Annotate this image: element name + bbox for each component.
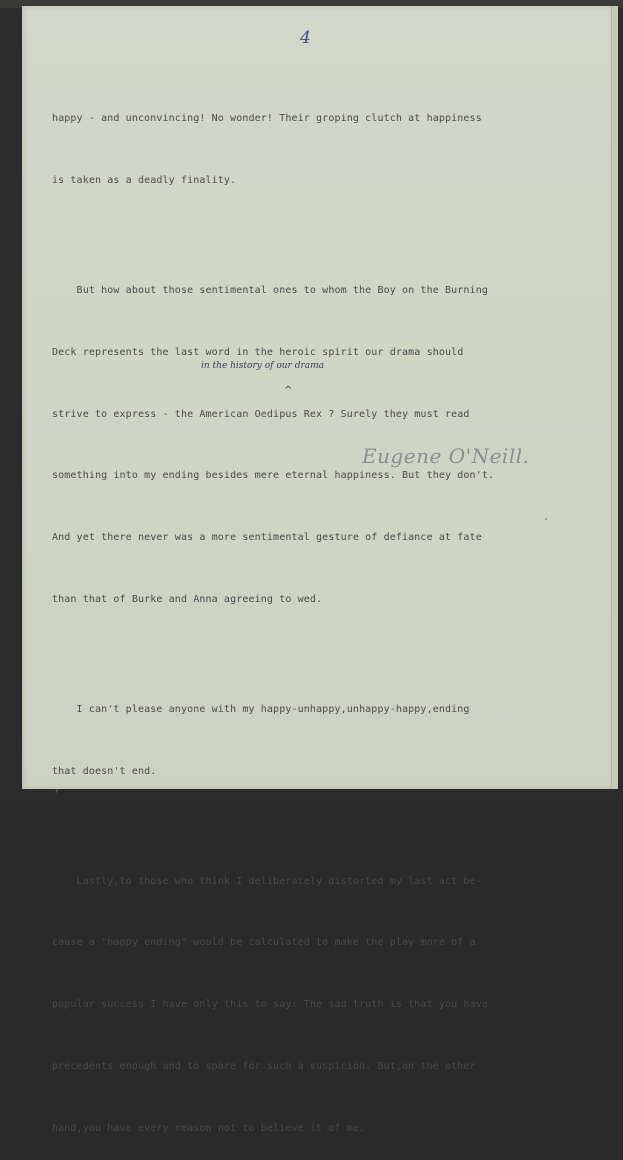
signature: Eugene O'Neill. xyxy=(362,444,530,468)
body-line: strive to express - the American Oedipus Rex ? Surely they must read xyxy=(52,408,470,420)
page-number: 4 xyxy=(300,28,311,48)
body-line: something into my ending besides mere eternal happiness. But they don't. xyxy=(52,470,495,482)
body-line: that doesn't end. xyxy=(52,765,157,777)
corner-mark: ˀ xyxy=(55,788,58,797)
body-line: popular success I have only this to say: The sad truth is that you have xyxy=(52,999,488,1011)
body-line: precedents enough and to spare for such a suspicion. But,on the other xyxy=(52,1060,476,1072)
paper-speck xyxy=(545,518,547,520)
body-line: I can't please anyone with my happy-unhappy,unhappy-happy,ending xyxy=(52,703,470,715)
paragraph-gap xyxy=(52,823,572,830)
handwritten-insertion: in the history of our drama xyxy=(201,361,325,371)
body-line: Deck represents the last word in the heroic spirit our drama should xyxy=(52,346,464,358)
paragraph-gap xyxy=(52,652,572,659)
insertion-caret: ^ xyxy=(284,385,293,396)
body-line: hand,you have every reason not to believe it of me. xyxy=(52,1122,366,1134)
page-edge xyxy=(611,6,618,789)
body-line: cause a "happy ending" would be calculated to make the play more of a xyxy=(52,937,476,949)
body-line: Lastly,to those who think I deliberately distorted my last act be- xyxy=(52,875,482,887)
body-line: than that of Burke and Anna agreeing to wed. xyxy=(52,593,323,605)
letter-body xyxy=(52,68,572,1160)
paragraph-gap xyxy=(52,233,572,240)
body-line: happy - and unconvincing! No wonder! Their groping clutch at happiness xyxy=(52,113,482,125)
body-line: But how about those sentimental ones to whom the Boy on the Burning xyxy=(52,284,488,296)
body-line: And yet there never was a more sentimental gesture of defiance at fate xyxy=(52,532,482,544)
body-line: is taken as a deadly finality. xyxy=(52,174,237,186)
